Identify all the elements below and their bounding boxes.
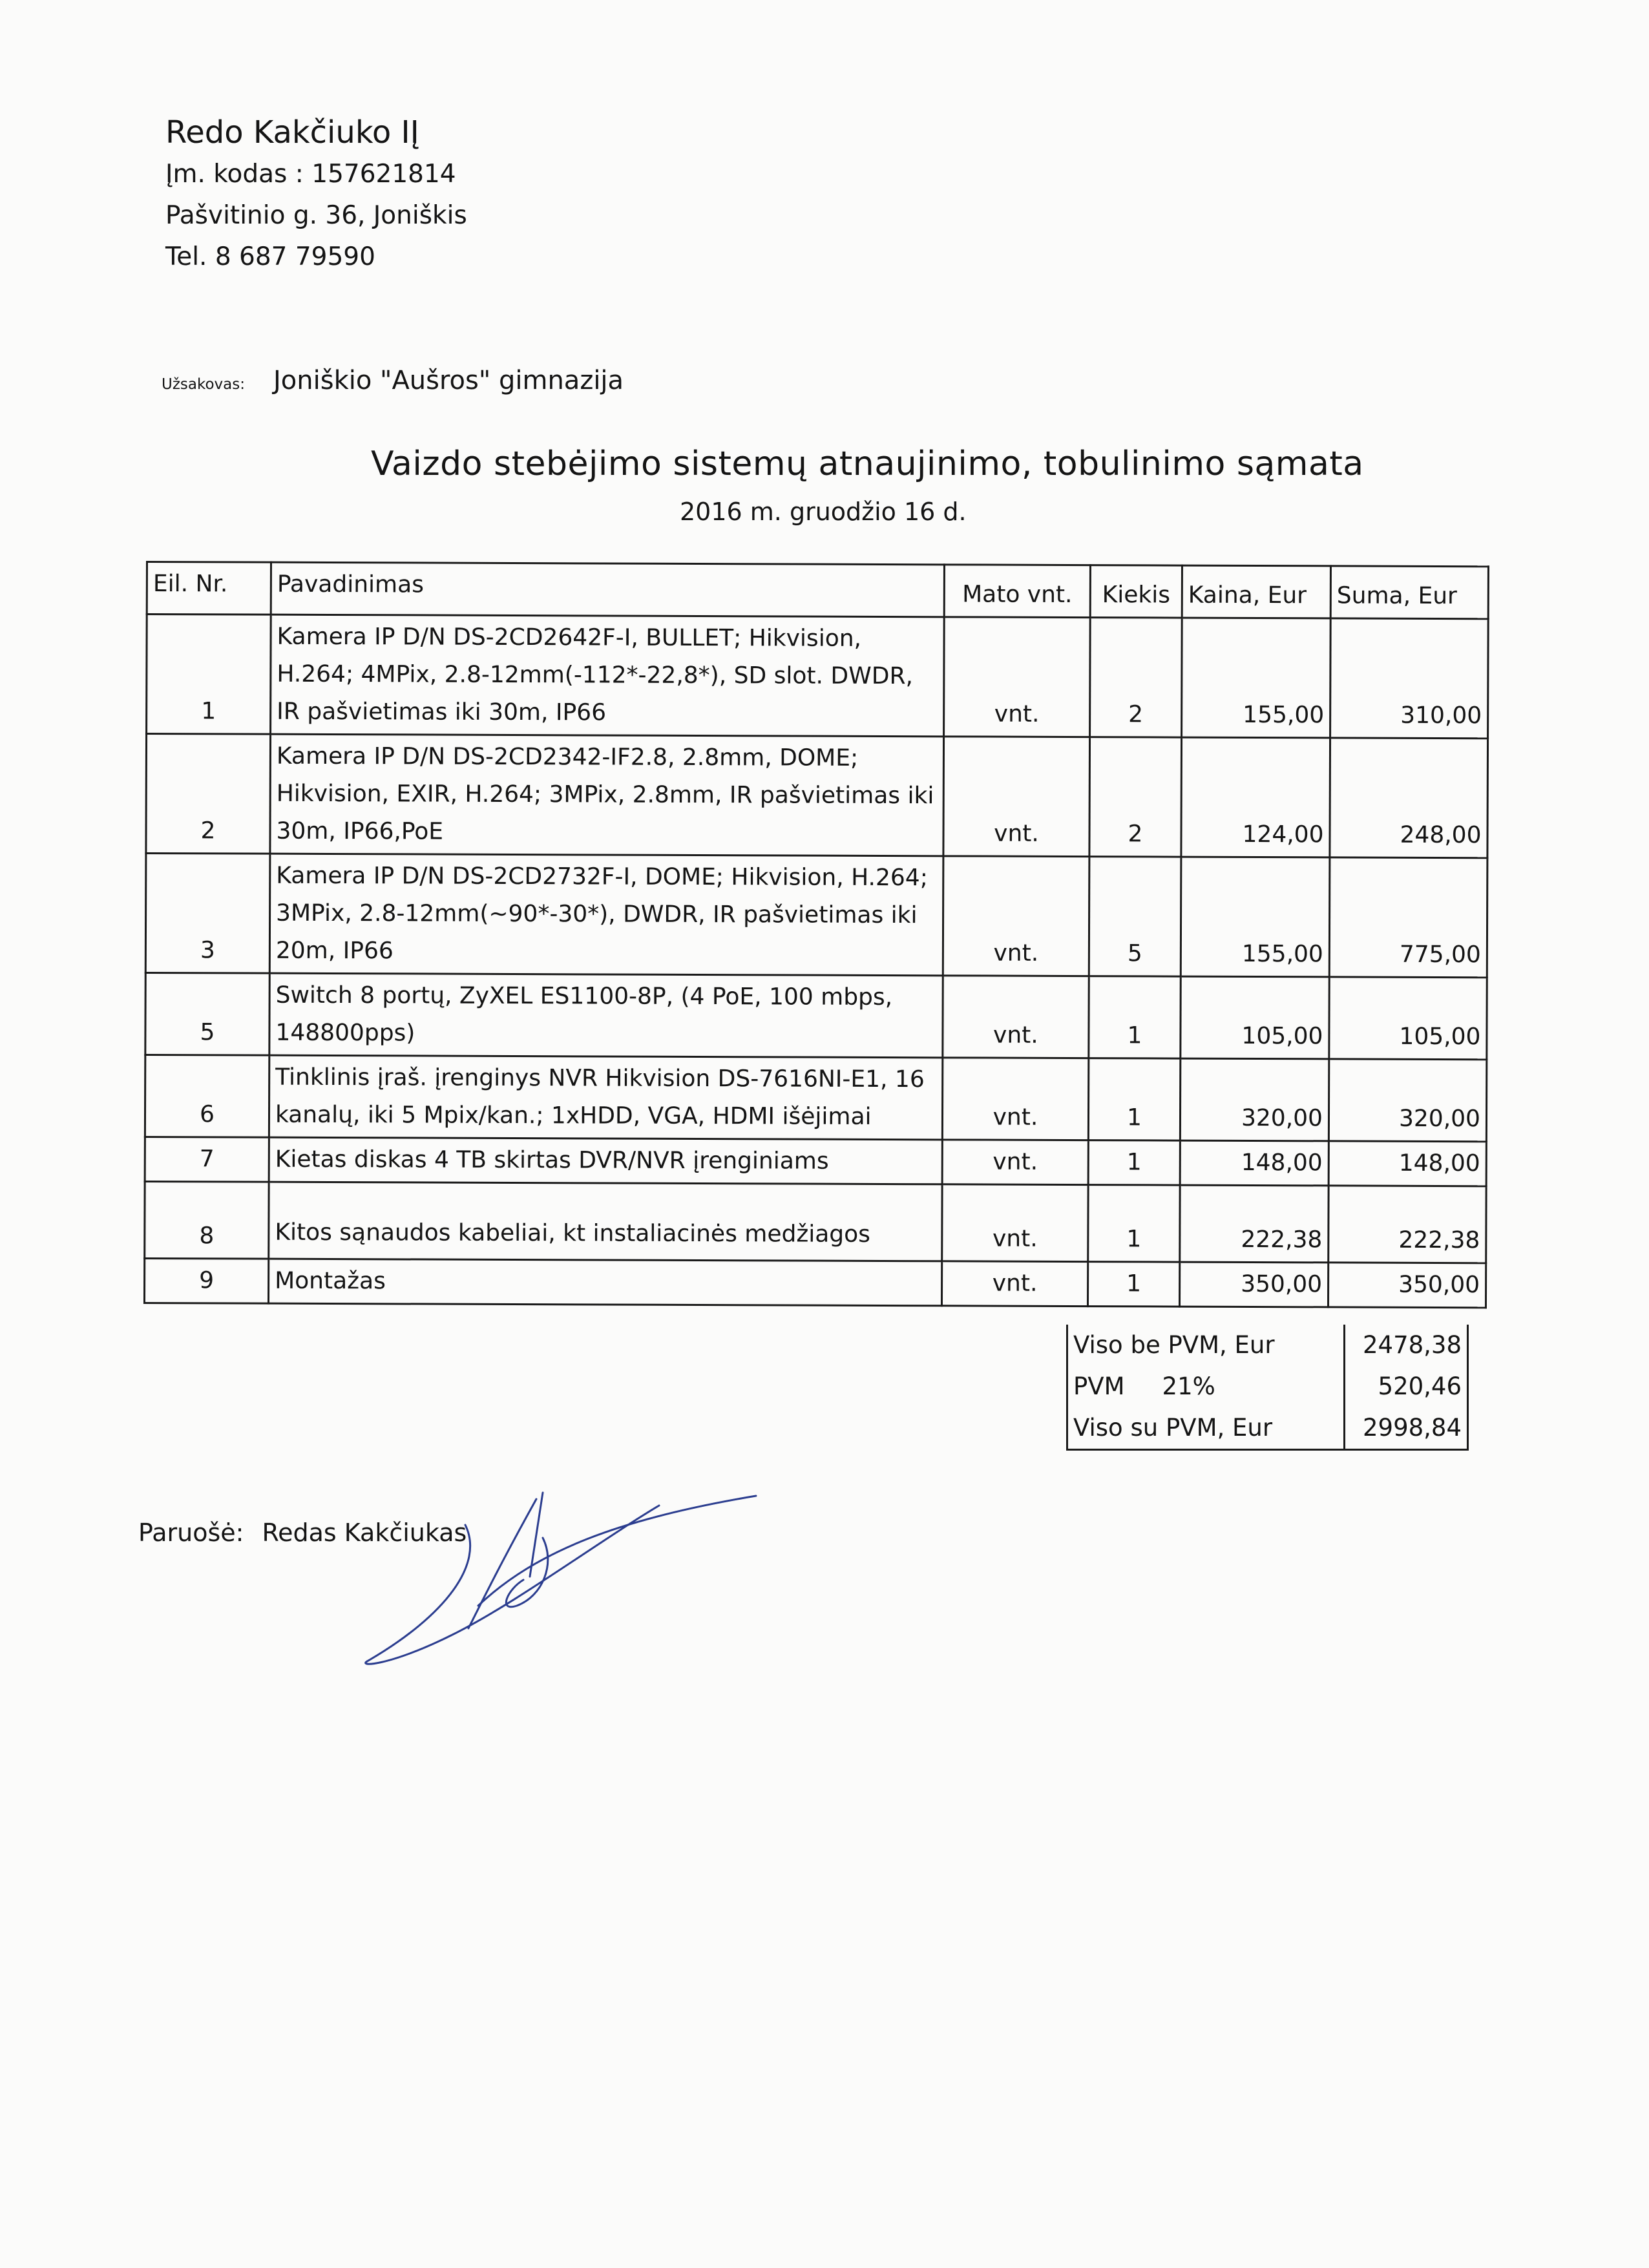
row-qty: 2 — [1089, 737, 1182, 857]
row-qty: 2 — [1090, 618, 1182, 737]
row-unit: vnt. — [943, 976, 1089, 1058]
row-sum: 248,00 — [1330, 738, 1488, 858]
vat-label-cell — [1067, 1366, 1345, 1407]
row-name: Tinklinis įraš. įrenginys NVR Hikvision DS-7616NI-E1, 16 kanalų, iki 5 Mpix/kan.; 1xHDD, VGA, HDMI išėjimai — [269, 1055, 942, 1140]
row-no: 7 — [145, 1137, 269, 1182]
net-value: 2478,38 — [1345, 1325, 1468, 1366]
row-no: 1 — [147, 614, 271, 735]
table-row — [144, 1258, 1486, 1307]
row-no: 5 — [145, 973, 269, 1056]
row-unit: vnt. — [942, 1140, 1088, 1185]
row-sum: 320,00 — [1329, 1059, 1486, 1142]
client-label: Užsakovas: — [162, 376, 245, 393]
company-name: Redo Kakčiuko IĮ — [165, 114, 419, 151]
gross-label: Viso su PVM, Eur — [1067, 1407, 1345, 1450]
row-unit: vnt. — [942, 1058, 1088, 1140]
totals-row-vat — [1067, 1366, 1468, 1407]
company-address: Pašvitinio g. 36, Joniškis — [165, 201, 467, 230]
header-unit: Mato vnt. — [944, 565, 1090, 618]
prepared-label: Paruošė: — [138, 1518, 244, 1547]
row-no: 6 — [145, 1055, 269, 1138]
document-date: 2016 m. gruodžio 16 d. — [680, 498, 967, 526]
header-price: Kaina, Eur — [1182, 565, 1330, 618]
row-name: Kitos sąnaudos kabeliai, kt instaliacinės medžiagos — [269, 1182, 942, 1261]
row-qty: 5 — [1089, 857, 1181, 976]
header-no: Eil. Nr. — [147, 562, 271, 615]
vat-label: PVM — [1073, 1372, 1125, 1400]
gross-value: 2998,84 — [1345, 1407, 1468, 1450]
row-name: Kamera IP D/N DS-2CD2732F-I, DOME; Hikvision, H.264; 3MPix, 2.8-12mm(~90*-30*), DWDR, IR pašvietimas iki 20m, IP66 — [269, 854, 943, 976]
row-qty: 1 — [1088, 1140, 1180, 1185]
row-sum: 148,00 — [1329, 1141, 1486, 1186]
table-row — [145, 854, 1487, 978]
totals-table — [1066, 1325, 1469, 1451]
row-qty: 1 — [1087, 1262, 1179, 1307]
row-no: 9 — [144, 1258, 268, 1303]
row-price: 222,38 — [1180, 1185, 1329, 1263]
client-block — [162, 366, 624, 395]
row-sum: 775,00 — [1329, 857, 1487, 978]
table-row — [147, 614, 1489, 739]
row-unit: vnt. — [944, 617, 1091, 737]
row-unit: vnt. — [943, 856, 1089, 976]
table-row — [146, 734, 1488, 858]
company-code: Įm. kodas : 157621814 — [165, 160, 456, 189]
row-no: 2 — [146, 734, 271, 854]
row-sum: 310,00 — [1330, 618, 1489, 739]
row-price: 320,00 — [1180, 1058, 1329, 1141]
totals-row-gross — [1067, 1407, 1468, 1450]
row-unit: vnt. — [941, 1261, 1087, 1307]
row-sum: 350,00 — [1328, 1263, 1486, 1308]
row-name: Kamera IP D/N DS-2CD2642F-I, BULLET; Hikvision, H.264; 4MPix, 2.8-12mm(-112*-22,8*), SD slot. DWDR, IR pašvietimas iki 30m, IP66 — [271, 614, 945, 737]
estimate-table — [143, 561, 1489, 1308]
company-block — [165, 111, 467, 278]
table-row — [145, 1055, 1486, 1142]
row-no: 8 — [145, 1181, 269, 1259]
row-qty: 1 — [1088, 1058, 1180, 1140]
client-name: Joniškio "Aušros" gimnazija — [273, 366, 624, 395]
header-name: Pavadinimas — [271, 562, 944, 617]
table-header-row — [147, 562, 1488, 619]
row-no: 3 — [145, 854, 270, 974]
table-row — [145, 1181, 1486, 1263]
row-name: Switch 8 portų, ZyXEL ES1100-8P, (4 PoE, 100 mbps, 148800pps) — [269, 973, 943, 1058]
signature-icon — [349, 1467, 788, 1680]
row-sum: 105,00 — [1329, 977, 1487, 1060]
row-sum: 222,38 — [1329, 1186, 1486, 1263]
net-label: Viso be PVM, Eur — [1067, 1325, 1345, 1366]
vat-value: 520,46 — [1345, 1366, 1468, 1407]
vat-rate: 21% — [1162, 1372, 1215, 1400]
row-unit: vnt. — [943, 737, 1090, 857]
header-sum: Suma, Eur — [1330, 566, 1488, 619]
table-row — [145, 973, 1487, 1060]
row-qty: 1 — [1088, 1185, 1180, 1262]
totals-row-net — [1067, 1325, 1468, 1366]
row-unit: vnt. — [942, 1184, 1088, 1262]
row-price: 124,00 — [1181, 737, 1330, 857]
row-price: 350,00 — [1179, 1262, 1328, 1307]
row-price: 155,00 — [1181, 857, 1330, 977]
header-qty: Kiekis — [1090, 565, 1182, 618]
row-name: Montažas — [268, 1259, 941, 1306]
prepared-name: Redas Kakčiukas — [262, 1518, 467, 1547]
row-price: 148,00 — [1180, 1140, 1329, 1186]
row-price: 155,00 — [1182, 618, 1331, 738]
row-qty: 1 — [1089, 976, 1181, 1058]
company-phone: Tel. 8 687 79590 — [165, 242, 375, 271]
document-title: Vaizdo stebėjimo sistemų atnaujinimo, tobulinimo sąmata — [371, 445, 1364, 483]
row-name: Kietas diskas 4 TB skirtas DVR/NVR įrenginiams — [269, 1137, 942, 1184]
table-row — [145, 1137, 1486, 1186]
row-price: 105,00 — [1181, 976, 1329, 1059]
row-name: Kamera IP D/N DS-2CD2342-IF2.8, 2.8mm, DOME; Hikvision, EXIR, H.264; 3MPix, 2.8mm, IR pašvietimas iki 30m, IP66,PoE — [270, 734, 944, 856]
